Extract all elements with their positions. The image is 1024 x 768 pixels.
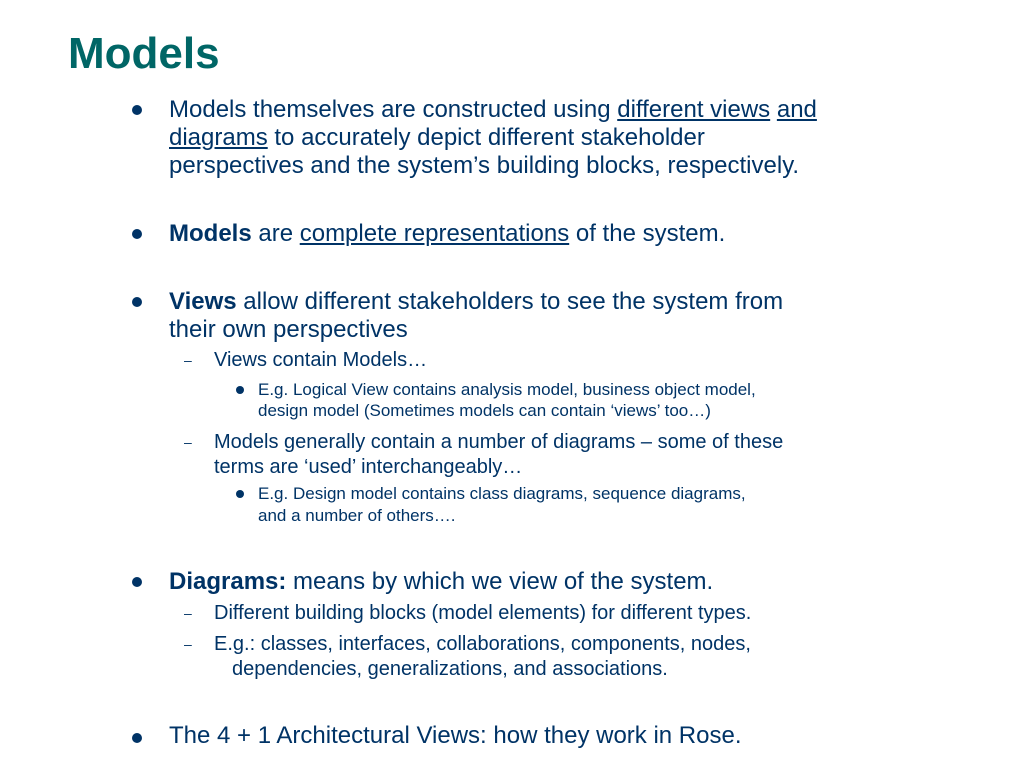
bullet-dot (132, 229, 142, 239)
bullet-line (169, 96, 817, 124)
bullet-text: Models themselves are constructed using (169, 96, 618, 123)
bullet-line: their own perspectives (169, 316, 408, 343)
bullet-line (169, 288, 783, 316)
dash-marker: – (184, 636, 192, 652)
bullet-text: to accurately depict different stakeholder (267, 124, 705, 151)
bullet-dot (236, 386, 244, 394)
bold-term: Views (169, 288, 237, 315)
subbullet-text: Different building blocks (model elements) for different types. (214, 602, 752, 624)
subsubbullet-line: design model (Sometimes models can contain ‘views’ too…) (258, 401, 711, 420)
bullet-line (169, 124, 705, 152)
link-complete-representations[interactable]: complete representations (299, 220, 570, 247)
link-diagrams[interactable]: diagrams (169, 124, 268, 151)
dash-marker: – (184, 605, 192, 621)
bold-term: Diagrams: (169, 568, 287, 595)
subbullet-line: E.g.: classes, interfaces, collaborations, components, nodes, (214, 633, 751, 655)
bullet-text: of the system. (569, 220, 726, 247)
bullet-line (169, 220, 725, 248)
dash-marker: – (184, 434, 192, 450)
subsubbullet-line: E.g. Design model contains class diagrams, sequence diagrams, (258, 484, 746, 503)
subbullet-line: Models generally contain a number of diagrams – some of these (214, 431, 784, 453)
link-different-views[interactable]: different views (617, 96, 771, 123)
bullet-text: are (251, 220, 300, 247)
subsubbullet-line: and a number of others…. (258, 506, 456, 525)
dash-marker: – (184, 352, 192, 368)
bullet-line: perspectives and the system’s building blocks, respectively. (169, 152, 800, 179)
slide-title: Models (68, 29, 220, 78)
bullet-dot (132, 105, 142, 115)
link-and[interactable]: and (776, 96, 817, 123)
bullet-dot (236, 490, 244, 498)
bullet-dot (132, 733, 142, 743)
subsubbullet-line: E.g. Logical View contains analysis model, business object model, (258, 380, 756, 399)
subbullet-line: terms are ‘used’ interchangeably… (214, 456, 523, 478)
bullet-dot (132, 297, 142, 307)
subbullet-line: dependencies, generalizations, and associations. (232, 658, 668, 680)
bold-term: Models (169, 220, 252, 247)
bullet-line (169, 568, 713, 596)
bullet-dot (132, 577, 142, 587)
bullet-line: The 4 + 1 Architectural Views: how they work in Rose. (169, 722, 742, 749)
subbullet-text: Views contain Models… (214, 349, 428, 371)
bullet-text: means by which we view of the system. (286, 568, 714, 595)
bullet-text: allow different stakeholders to see the system from (236, 288, 784, 315)
